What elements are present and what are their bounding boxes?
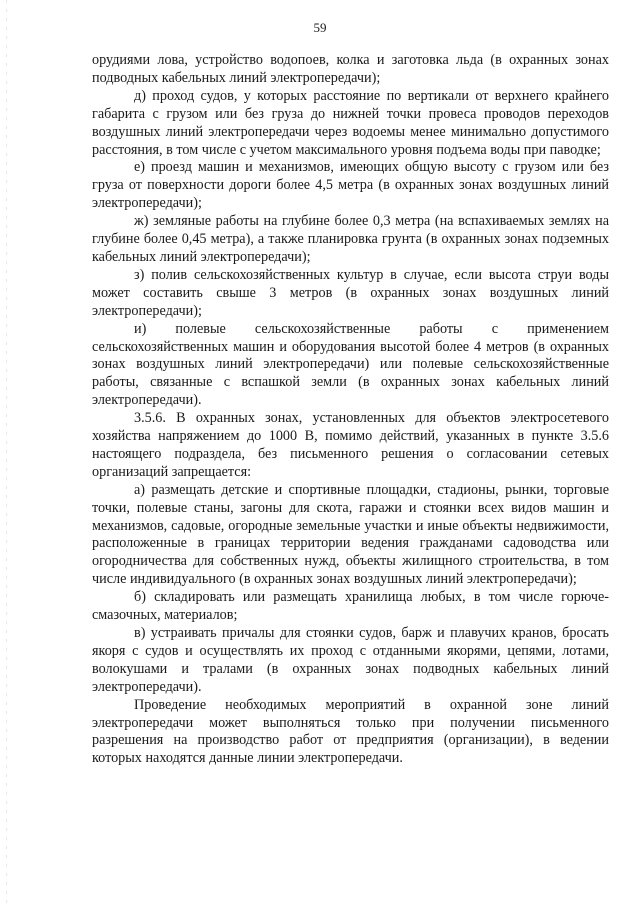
paragraph-section-3-5-6: 3.5.6. В охранных зонах, установленных для объектов электросетевого хозяйства напряжением до 1000 В, помимо действий, указанных в пункте 3.5.6 настоящего подраздела, без письменного решения о согласовании сетевых организаций запрещается:: [92, 410, 609, 480]
paragraph-closing: Проведение необходимых мероприятий в охранной зоне линий электропередачи может выполняться только при получении письменного разрешения на производство работ от предприятия (организации), в ведении которых находятся данные линии электропередачи.: [92, 696, 609, 767]
paragraph-item-z: з) полив сельскохозяйственных культур в случае, если высота струи воды может составить свыше 3 метров (в охранных зонах воздушных линий электропередачи);: [92, 266, 609, 319]
scan-edge-artifact: [6, 0, 7, 903]
paragraph-item-v: в) устраивать причалы для стоянки судов, барж и плавучих кранов, бросать якоря с судов и осуществлять их проход с отданными якорями, цепями, лотами, волокушами и тралами (в охранных зонах подводных кабельных линий электропередачи).: [92, 625, 609, 695]
paragraph-item-e: е) проезд машин и механизмов, имеющих общую высоту с грузом или без груза от поверхности дороги более 4,5 метра (в охранных зонах воздушных линий электропередачи);: [92, 159, 609, 212]
paragraph-item-b: б) складировать или размещать хранилища любых, в том числе горюче-смазочных, материалов;: [92, 589, 609, 624]
paragraph-item-d: д) проход судов, у которых расстояние по вертикали от верхнего крайнего габарита с грузом или без груза до нижней точки провеса проводов переходов воздушных линий электропередачи через водоемы менее минимально допустимого расстояния, в том числе с учетом максимального уровня подъема воды при паводке;: [92, 87, 609, 158]
document-body: [92, 52, 609, 768]
paragraph-item-a: а) размещать детские и спортивные площадки, стадионы, рынки, торговые точки, полевые станы, загоны для скота, гаражи и стоянки всех видов машин и механизмов, садовые, огородные земельные участки и иные объекты недвижимости, расположенные в границах территории ведения гражданами садоводства или огородничества для собственных нужд, объекты жилищного строительства, в том числе индивидуального (в охранных зонах воздушных линий электропередачи);: [92, 481, 609, 588]
page-number: 59: [313, 20, 327, 35]
paragraph-continuation: орудиями лова, устройство водопоев, колка и заготовка льда (в охранных зонах подводных кабельных линий электропередачи);: [92, 52, 609, 86]
paragraph-item-i: и) полевые сельскохозяйственные работы с применением сельскохозяйственных машин и оборудования высотой более 4 метров (в охранных зонах воздушных линий электропередачи) или полевые сельскохозяйственные работы, связанные с вспашкой земли (в охранных зонах кабельных линий электропередачи).: [92, 320, 609, 409]
paragraph-item-zh: ж) земляные работы на глубине более 0,3 метра (на вспахиваемых землях на глубине более 0,45 метра), а также планировка грунта (в охранных зонах подземных кабельных линий электропередачи);: [92, 213, 609, 265]
